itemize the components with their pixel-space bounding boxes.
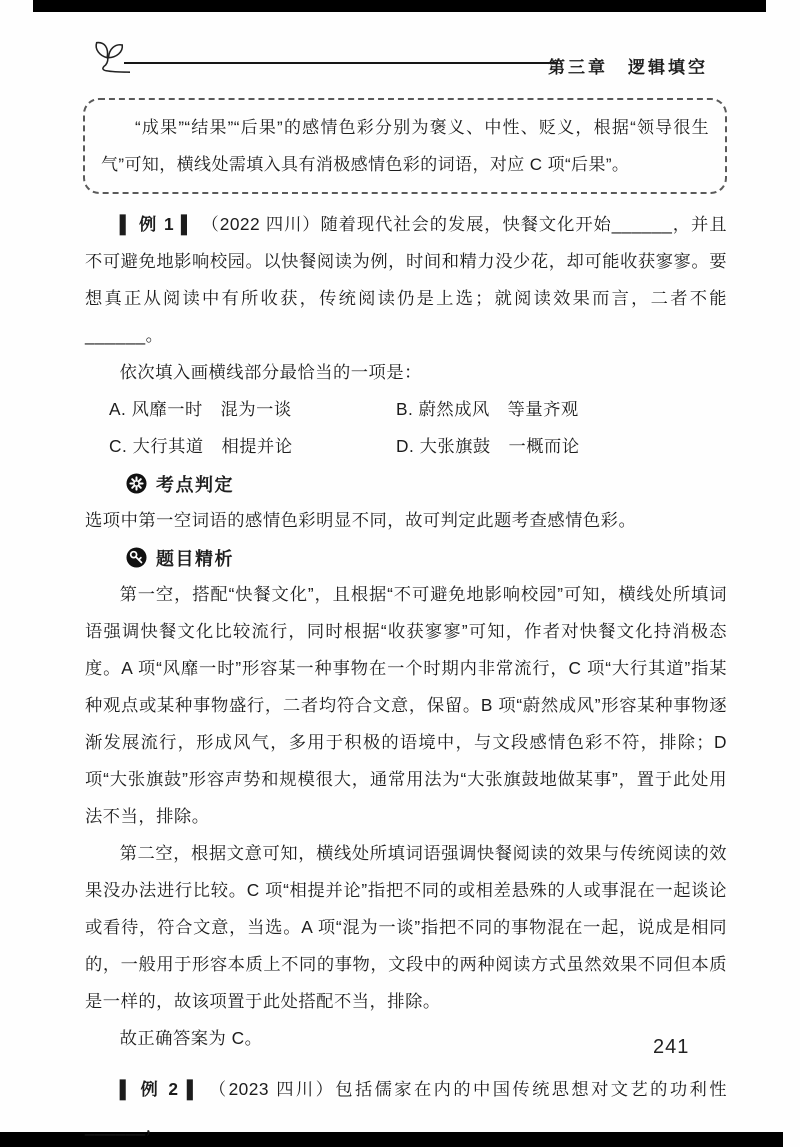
gear-badge-icon bbox=[126, 473, 147, 494]
section-title-jingxi: 题目精析 bbox=[156, 548, 234, 569]
chapter-title: 第三章 逻辑填空 bbox=[548, 58, 708, 77]
options-list bbox=[85, 391, 727, 465]
key-badge-icon bbox=[126, 547, 147, 568]
option-b: B. 蔚然成风 等量齐观 bbox=[396, 399, 579, 419]
key-point-callout bbox=[83, 98, 727, 194]
option-c: C. 大行其道 相提并论 bbox=[109, 436, 293, 456]
answer-line: 故正确答案为 C。 bbox=[119, 1028, 263, 1048]
callout-text: “成果”“结果”“后果”的感情色彩分别为褒义、中性、贬义，根据“领导很生气”可知，横线处需填入具有消极感情色彩的词语，对应 C 项“后果”。 bbox=[101, 118, 709, 174]
section-heading-jingxi bbox=[85, 539, 727, 576]
page-header bbox=[88, 36, 708, 78]
section-title-kaodian: 考点判定 bbox=[156, 474, 234, 495]
page-content bbox=[85, 98, 727, 1145]
example1-stem-text: （2022 四川）随着现代社会的发展，快餐文化开始______，并且不可避免地影响校园。以快餐阅读为例，时间和精力没少花，却可能收获寥寥。要想真正从阅读中有所收获，传统阅读仍是上选；就阅读效果而言，二者不能______。 bbox=[85, 214, 727, 345]
section-heading-kaodian bbox=[85, 465, 727, 502]
scan-edge-top bbox=[33, 0, 766, 12]
sprout-icon bbox=[88, 36, 130, 74]
example2-stem bbox=[85, 1071, 727, 1145]
example1-label: ▌ 例 1 ▌ bbox=[119, 214, 195, 234]
analysis-paragraph-2: 第二空，根据文意可知，横线处所填词语强调快餐阅读的效果与传统阅读的效果没办法进行比较。C 项“相提并论”指把不同的或相差悬殊的人或事混在一起谈论或看待，符合文意，当选。A 项“混为一谈”指把不同的事物混在一起，说成是相同的，一般用于形容本质上不同的事物，文段中的两种阅读方式虽然效果不同但本质是一样的，故该项置于此处搭配不当，排除。 bbox=[85, 843, 727, 1011]
kaodian-body: 选项中第一空词语的感情色彩明显不同，故可判定此题考查感情色彩。 bbox=[85, 510, 637, 530]
analysis-paragraph-1: 第一空，搭配“快餐文化”，且根据“不可避免地影响校园”可知，横线处所填词语强调快餐文化比较流行，同时根据“收获寥寥”可知，作者对快餐文化持消极态度。A 项“风靡一时”形容某一种事物在一个时期内非常流行，C 项“大行其道”指某种观点或某种事物盛行，二者均符合文意，保留。B 项“蔚然成风”形容某种事物逐渐发展流行，形成风气，多用于积极的语境中，与文段感情色彩不符，排除；D 项“大张旗鼓”形容声势和规模很大，通常用法为“大张旗鼓地做某事”，置于此处用法不当，排除。 bbox=[85, 584, 727, 826]
example1-prompt: 依次填入画横线部分最恰当的一项是： bbox=[119, 362, 422, 382]
example1-stem bbox=[85, 206, 727, 354]
page-number: 241 bbox=[653, 1036, 690, 1058]
example2-label: ▌ 例 2 ▌ bbox=[119, 1079, 200, 1099]
header-rule bbox=[124, 62, 558, 64]
example2-stem-text: （2023 四川）包括儒家在内的中国传统思想对文艺的功利性______， bbox=[85, 1079, 727, 1136]
option-d: D. 大张旗鼓 一概而论 bbox=[396, 436, 580, 456]
option-a: A. 风靡一时 混为一谈 bbox=[109, 399, 292, 419]
